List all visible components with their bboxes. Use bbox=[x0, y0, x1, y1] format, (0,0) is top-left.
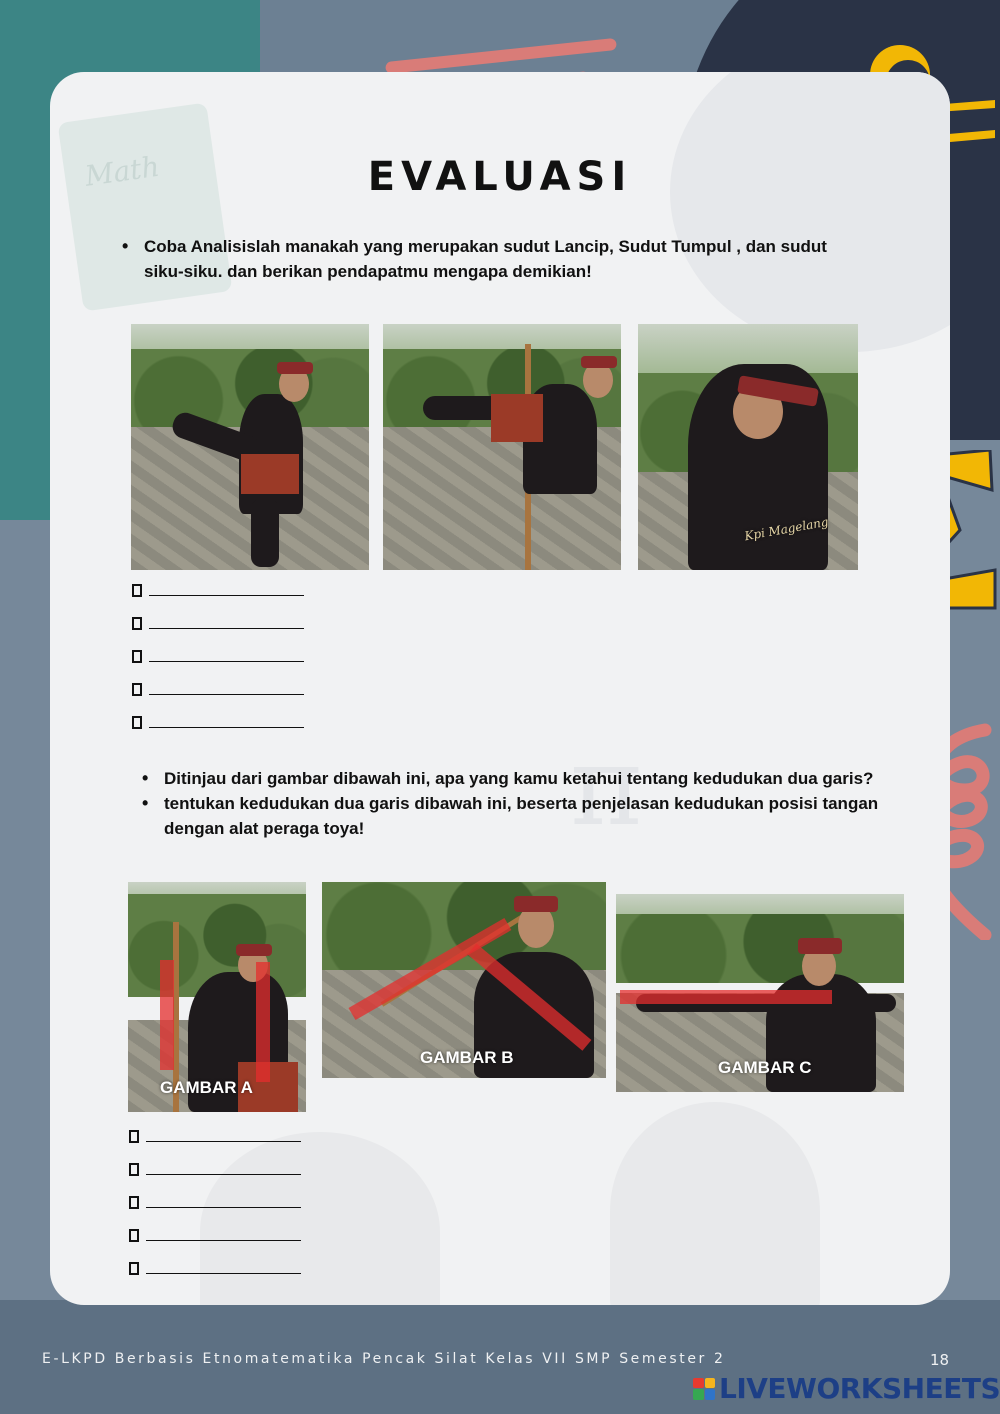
checkbox[interactable] bbox=[129, 1163, 139, 1176]
answer-row[interactable] bbox=[129, 1262, 301, 1275]
instruction-item: • Ditinjau dari gambar dibawah ini, apa yang kamu ketahui tentang kedudukan dua garis? bbox=[140, 766, 880, 791]
answer-line[interactable] bbox=[149, 595, 304, 596]
watermark-figure bbox=[200, 1132, 440, 1305]
answer-row[interactable] bbox=[129, 1229, 301, 1242]
page-title: EVALUASI bbox=[367, 154, 633, 200]
answer-row[interactable] bbox=[129, 1130, 301, 1143]
answer-row[interactable] bbox=[132, 650, 304, 663]
answer-line[interactable] bbox=[149, 661, 304, 662]
photo-kick-pose bbox=[131, 324, 369, 570]
answer-line[interactable] bbox=[149, 727, 304, 728]
answer-line[interactable] bbox=[146, 1273, 301, 1274]
math-book-watermark: Math bbox=[58, 102, 233, 311]
instruction-item: • Coba Analisislah manakah yang merupakan sudut Lancip, Sudut Tumpul , dan sudut siku-siku. dan berikan pendapatmu mengapa demikian! bbox=[120, 234, 840, 284]
liveworksheets-wordmark: LIVEWORKSHEETS bbox=[719, 1372, 1000, 1405]
checkbox[interactable] bbox=[132, 683, 142, 696]
photo-gambar-a bbox=[128, 882, 306, 1112]
photo-gambar-b bbox=[322, 882, 606, 1078]
pi-watermark: π bbox=[570, 722, 643, 850]
checkbox[interactable] bbox=[132, 584, 142, 597]
checkbox[interactable] bbox=[129, 1130, 139, 1143]
jersey-text: Kpi Magelang bbox=[743, 514, 830, 544]
checkbox[interactable] bbox=[132, 650, 142, 663]
answer-line[interactable] bbox=[146, 1141, 301, 1142]
answer-line[interactable] bbox=[146, 1240, 301, 1241]
card-corner-fade bbox=[670, 72, 950, 352]
caption-gambar-c: GAMBAR C bbox=[718, 1058, 812, 1077]
page-number: 18 bbox=[930, 1351, 950, 1369]
checkbox[interactable] bbox=[129, 1262, 139, 1275]
answer-row[interactable] bbox=[132, 683, 304, 696]
instruction-item: • tentukan kedudukan dua garis dibawah ini, beserta penjelasan kedudukan posisi tangan dengan alat peraga toya! bbox=[140, 791, 880, 841]
worksheet-card bbox=[50, 72, 950, 1305]
checkbox[interactable] bbox=[129, 1196, 139, 1209]
checkbox[interactable] bbox=[132, 617, 142, 630]
answer-row[interactable] bbox=[132, 584, 304, 597]
answer-row[interactable] bbox=[129, 1196, 301, 1209]
caption-gambar-b: GAMBAR B bbox=[420, 1048, 514, 1067]
section2-instructions bbox=[140, 766, 880, 841]
liveworksheets-logo[interactable] bbox=[693, 1372, 1000, 1405]
photo-gambar-c bbox=[616, 894, 904, 1092]
answer-row[interactable] bbox=[129, 1163, 301, 1176]
answer-line[interactable] bbox=[146, 1207, 301, 1208]
answer-row[interactable] bbox=[132, 716, 304, 729]
checkbox[interactable] bbox=[132, 716, 142, 729]
caption-gambar-a: GAMBAR A bbox=[160, 1078, 253, 1097]
answer-line[interactable] bbox=[149, 694, 304, 695]
checkbox[interactable] bbox=[129, 1229, 139, 1242]
answer-line[interactable] bbox=[149, 628, 304, 629]
answer-line[interactable] bbox=[146, 1174, 301, 1175]
footer-text: E-LKPD Berbasis Etnomatematika Pencak Silat Kelas VII SMP Semester 2 bbox=[42, 1351, 726, 1367]
answer-row[interactable] bbox=[132, 617, 304, 630]
photo-back-pose bbox=[638, 324, 858, 570]
photo-staff-pose bbox=[383, 324, 621, 570]
liveworksheets-grid-icon bbox=[693, 1378, 715, 1400]
section1-instructions bbox=[120, 234, 840, 284]
watermark-figure bbox=[610, 1102, 820, 1305]
